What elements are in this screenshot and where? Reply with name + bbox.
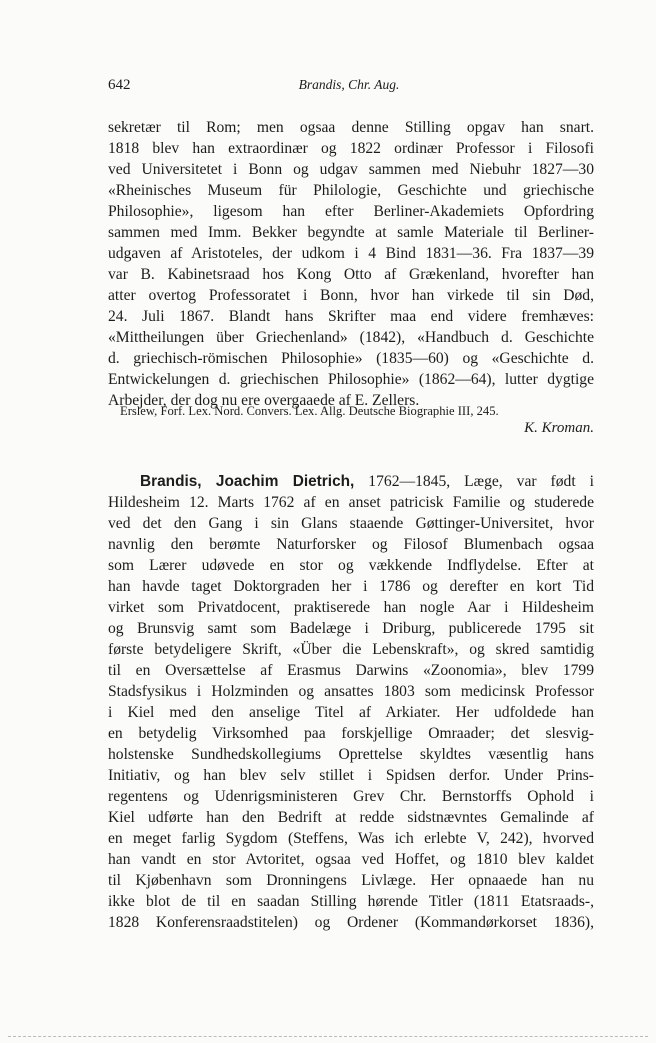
text-line: han havde taget Doktorgraden her i 1786 og derefter en kort Tid [108, 578, 594, 595]
text-line: til en Oversættelse af Erasmus Darwins «Zoonomia», blev 1799 [108, 662, 594, 679]
entry-first-line [140, 472, 594, 491]
text-line: 24. Juli 1867. Blandt hans Skrifter maa end videre fremhæves: [108, 308, 594, 325]
text-line: en betydelig Virksomhed paa forskjellige Omraader; det slesvig- [108, 725, 594, 742]
text-line: var B. Kabinetsraad hos Kong Otto af Grækenland, hvorefter han [108, 266, 594, 283]
text-line: ikke blot de til en saadan Stilling hørende Titler (1811 Etatsraads-, [108, 893, 594, 910]
text-line: Kiel udførte han den Bedrift at redde sidstnævntes Gemalinde af [108, 809, 594, 826]
text-line: Philosophie», ligesom han efter Berliner-Akademiets Opfordring [108, 203, 594, 220]
running-head: Brandis, Chr. Aug. [298, 77, 400, 92]
text-line: første betydeligere Skrift, «Über die Lebenskraft», og skred samtidig [108, 641, 594, 658]
scan-edge-rule [8, 1036, 648, 1037]
text-line: «Mittheilungen über Griechenland» (1842), «Handbuch d. Geschichte [108, 329, 594, 346]
page-number: 642 [108, 77, 131, 93]
text-line: holstenske Sundhedskollegiums Oprettelse skyldtes væsentlig hans [108, 746, 594, 763]
text-line: sammen med Imm. Bekker begyndte at samle Materiale til Berliner- [108, 224, 594, 241]
text-line: Arbejder, der dog nu ere overgaaede af E. Zellers. [108, 392, 420, 409]
text-line: 1828 Konferensraadstitelen) og Ordener (Kommandørkorset 1836), [108, 914, 594, 931]
lemma-heading: Brandis, Joachim Dietrich, [140, 473, 355, 490]
text-line: udgaven af Aristoteles, der udkom i 4 Bind 1831—36. Fra 1837—39 [108, 245, 594, 262]
text-line: i Kiel med den anselige Titel af Arkiater. Her udfoldede han [108, 704, 594, 721]
first-line-text: 1762—1845, Læge, var født i [368, 473, 594, 490]
references: Erslew, Forf. Lex. Nord. Convers. Lex. Allg. Deutsche Biographie III, 245. [120, 404, 499, 418]
text-line: atter overtog Professoratet i Bonn, hvor han virkede til sin Død, [108, 287, 594, 304]
text-line: ved Universitetet i Bonn og udgav sammen med Niebuhr 1827—30 [108, 161, 594, 178]
text-line: til Kjøbenhavn som Dronningens Livlæge. Her opnaaede han nu [108, 872, 594, 889]
text-line: navnlig den berømte Naturforsker og Filosof Blumenbach ogsaa [108, 536, 594, 553]
text-line: Stadsfysikus i Holzminden og ansattes 1803 som medicinsk Professor [108, 683, 594, 700]
text-line: virket som Privatdocent, praktiserede han nogle Aar i Hildesheim [108, 599, 594, 616]
text-line: ved det den Gang i sin Glans staaende Gøttinger-Universitet, hvor [108, 515, 594, 532]
text-line: sekretær til Rom; men ogsaa denne Stilling opgav han snart. [108, 119, 594, 136]
text-line: og Brunsvig samt som Badelæge i Driburg, publicerede 1795 sit [108, 620, 594, 637]
text-line: han vandt en stor Avtoritet, ogsaa ved Hoffet, og 1810 blev kaldet [108, 851, 594, 868]
text-line: Initiativ, og han blev selv stillet i Spidsen derfor. Under Prins- [108, 767, 594, 784]
text-line: regentens og Udenrigsministeren Grev Chr. Bernstorffs Ophold i [108, 788, 594, 805]
text-line: «Rheinisches Museum für Philologie, Geschichte und griechische [108, 182, 594, 199]
text-line: som Lærer udøvede en stor og vækkende Indflydelse. Efter at [108, 557, 594, 574]
author-signature: K. Kroman. [524, 420, 594, 436]
text-line: Entwickelungen d. griechischen Philosophie» (1862—64), lutter dygtige [108, 371, 594, 388]
text-line: Hildesheim 12. Marts 1762 af en anset patricisk Familie og studerede [108, 494, 594, 511]
text-line: 1818 blev han extraordinær og 1822 ordinær Professor i Filosofi [108, 140, 594, 157]
text-line: en meget farlig Sygdom (Steffens, Was ich erlebte V, 242), hvorved [108, 830, 594, 847]
text-line: d. griechisch-römischen Philosophie» (1835—60) og «Geschichte d. [108, 350, 594, 367]
